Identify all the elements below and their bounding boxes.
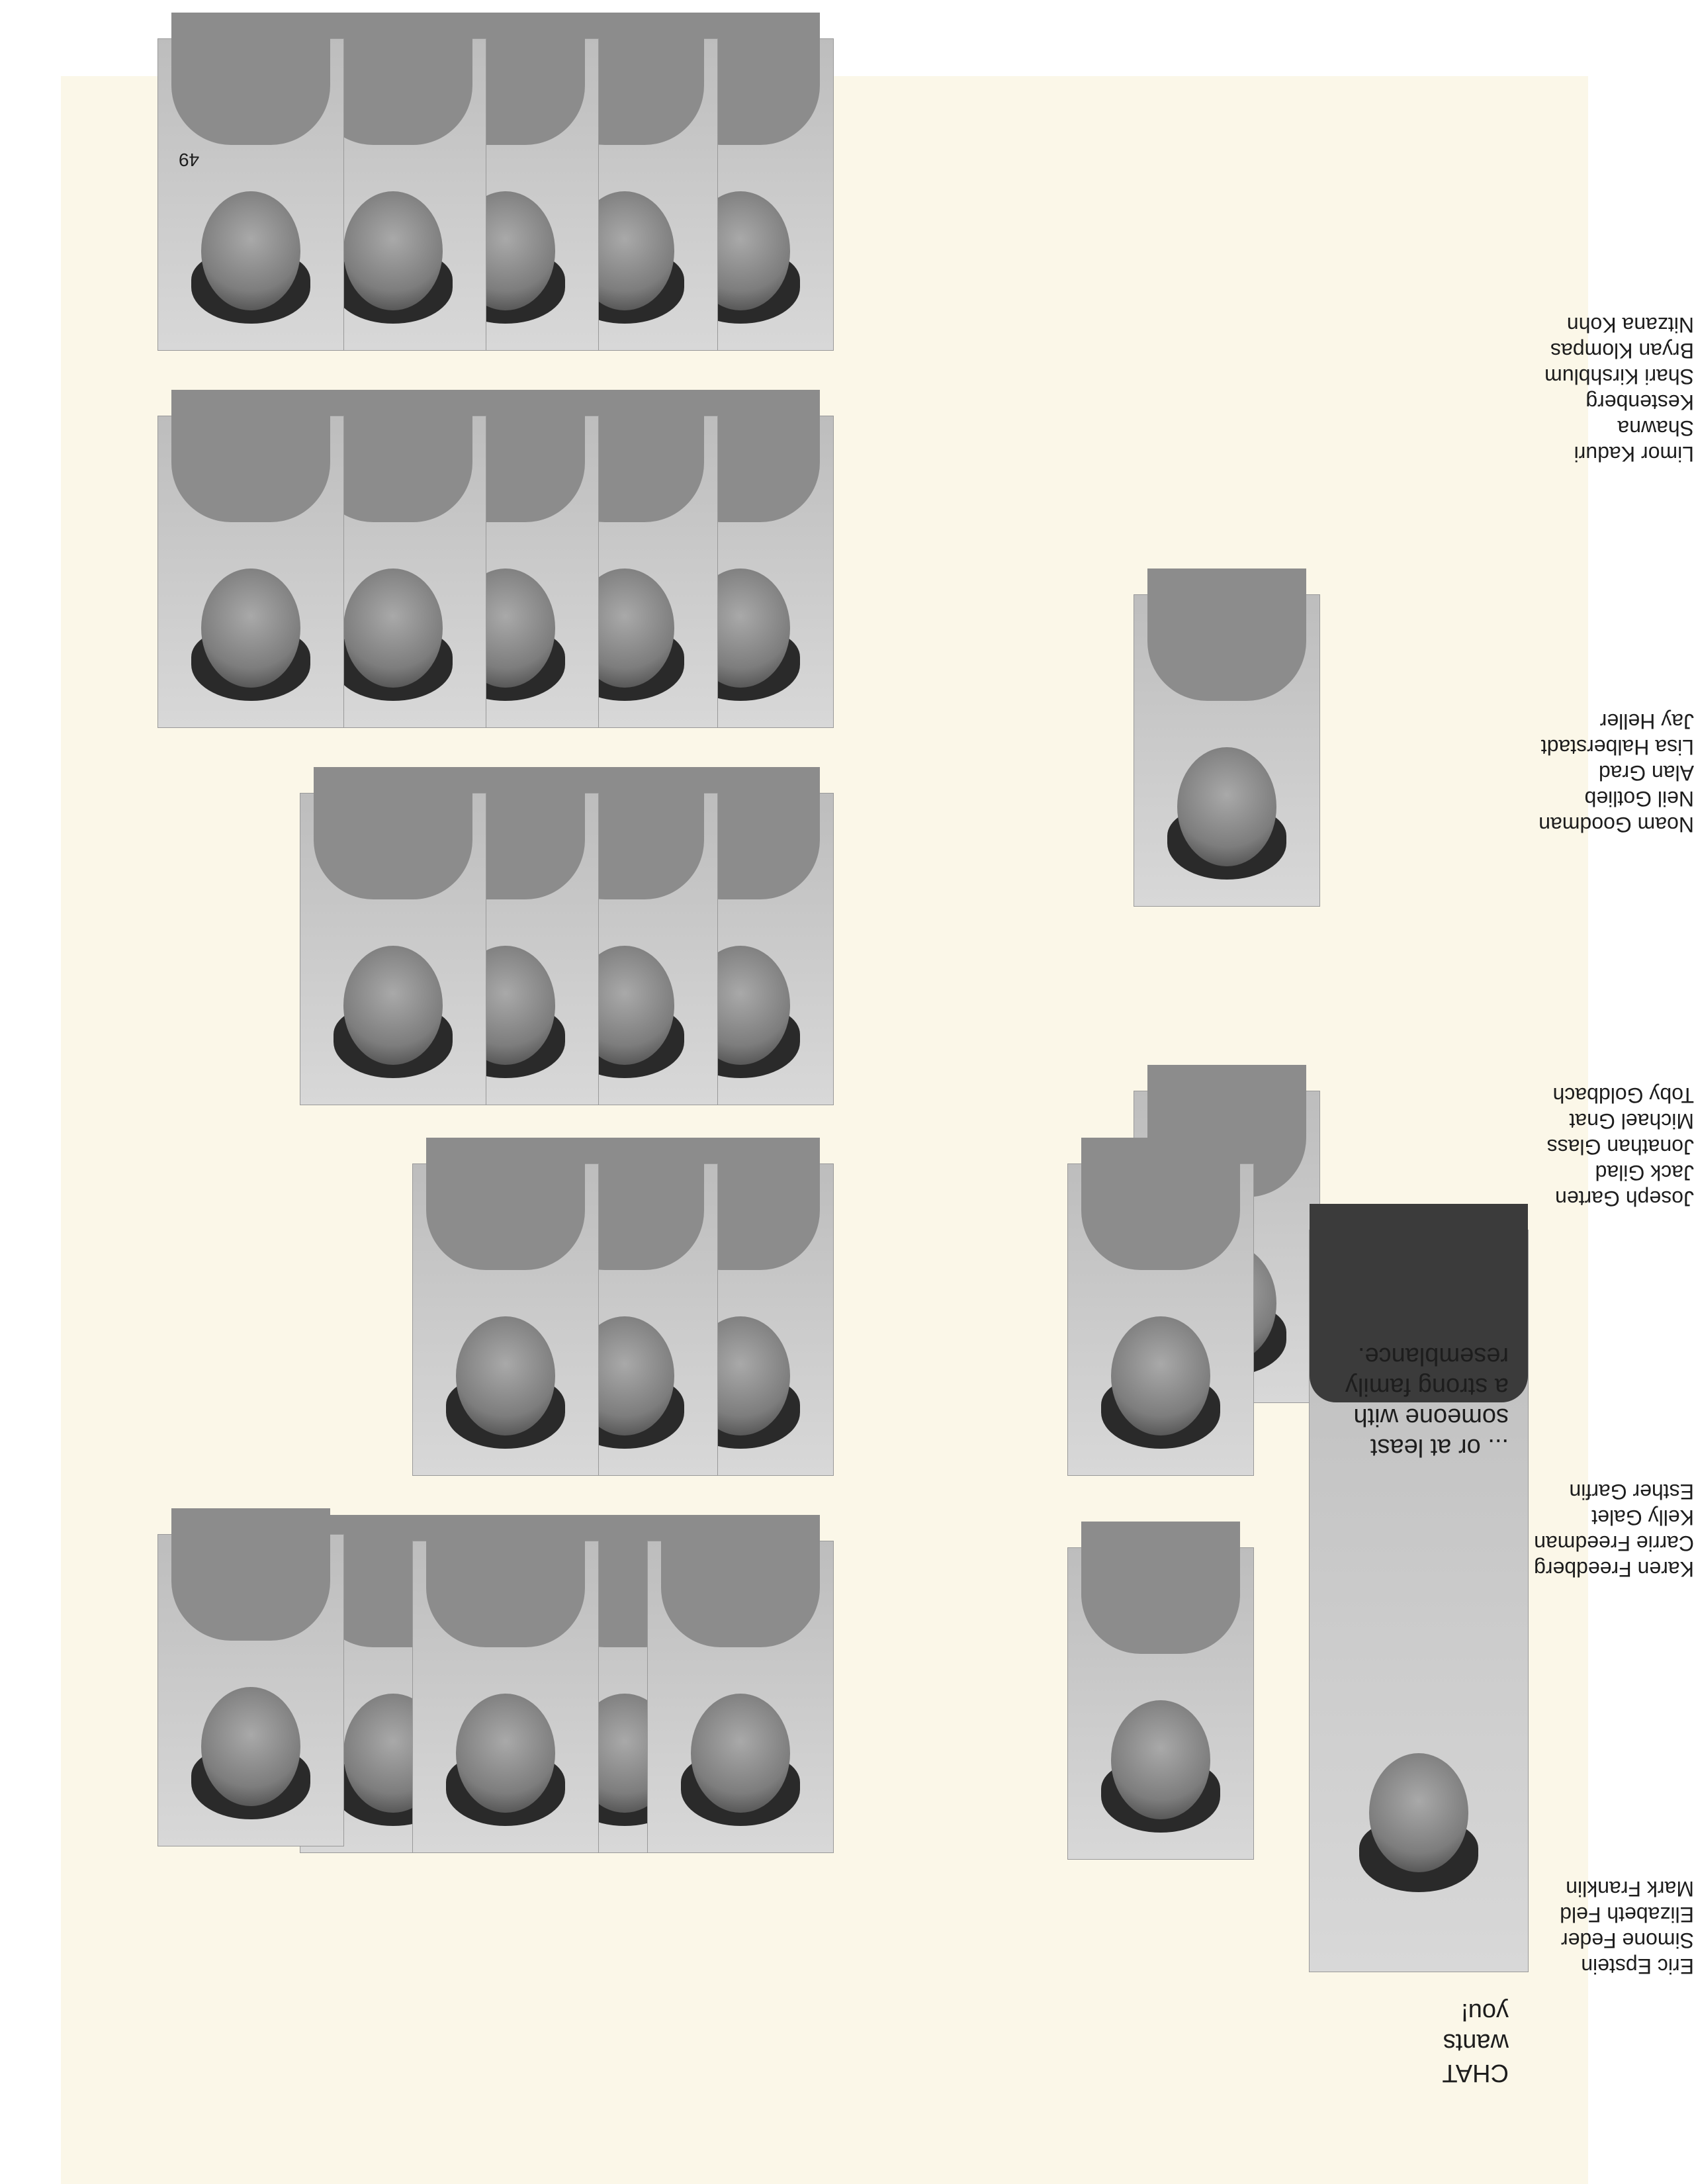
name-list-col3 xyxy=(1547,1082,1694,1211)
student-name: Limor Kaduri xyxy=(1574,442,1694,466)
portrait-photo xyxy=(412,1541,599,1853)
portrait-photo xyxy=(1067,1547,1254,1860)
student-name: Toby Goldbach xyxy=(1552,1083,1694,1107)
resemblance-caption-line: a strong family xyxy=(1345,1373,1509,1400)
student-name: Michael Gnat xyxy=(1569,1109,1694,1133)
portrait-photo xyxy=(300,793,486,1105)
portrait-photo xyxy=(1134,594,1320,907)
chat-caption-line: you! xyxy=(1461,1998,1509,2026)
name-list-col2 xyxy=(1534,1479,1694,1582)
student-name: Jack Gilad xyxy=(1595,1161,1694,1185)
student-name: Kelly Galet xyxy=(1591,1506,1694,1529)
portrait-photo xyxy=(157,416,344,728)
page-number: 49 xyxy=(179,150,200,170)
student-name: Jay Heller xyxy=(1599,709,1694,733)
portrait-photo xyxy=(157,1534,344,1846)
student-name: Kestenberg xyxy=(1585,390,1694,414)
name-list-col5 xyxy=(1544,312,1694,467)
name-list-col1 xyxy=(1560,1876,1694,1979)
student-name: Carrie Freedman xyxy=(1534,1531,1694,1555)
student-name: Neil Gotlieb xyxy=(1584,787,1694,811)
chat-caption-line: CHAT xyxy=(1442,2059,1509,2087)
resemblance-caption-line: ... or at least xyxy=(1370,1433,1509,1461)
portrait-photo xyxy=(412,1163,599,1476)
student-name: Shari Kirshblum xyxy=(1544,365,1694,388)
student-name: Simone Feder xyxy=(1561,1929,1694,1952)
student-name: Elizabeth Feld xyxy=(1560,1903,1694,1927)
chat-caption-line: wants xyxy=(1443,2028,1509,2056)
portrait-photo xyxy=(1067,1163,1254,1476)
student-name: Alan Grad xyxy=(1598,761,1694,785)
student-name: Joseph Garten xyxy=(1555,1187,1694,1210)
resemblance-caption-line: someone with xyxy=(1353,1403,1509,1431)
student-name: Eric Epstein xyxy=(1581,1954,1694,1978)
resemblance-caption xyxy=(1345,1341,1509,1463)
name-list-col4 xyxy=(1538,708,1694,837)
student-name: Shawna xyxy=(1617,416,1694,440)
portrait-photo xyxy=(647,1541,834,1853)
student-name: Noam Goodman xyxy=(1538,813,1694,837)
chat-caption xyxy=(1442,1997,1509,2088)
student-name: Lisa Halberstadt xyxy=(1540,735,1694,759)
student-name: Mark Franklin xyxy=(1566,1877,1694,1901)
student-name: Nitzana Kohn xyxy=(1566,313,1694,337)
student-name: Jonathan Glass xyxy=(1546,1135,1694,1159)
resemblance-caption-line: resemblance. xyxy=(1357,1342,1509,1370)
student-name: Karen Freedberg xyxy=(1534,1557,1694,1581)
student-name: Esther Garfin xyxy=(1569,1480,1694,1504)
portrait-photo xyxy=(157,38,344,351)
student-name: Bryan Klompas xyxy=(1550,339,1694,363)
